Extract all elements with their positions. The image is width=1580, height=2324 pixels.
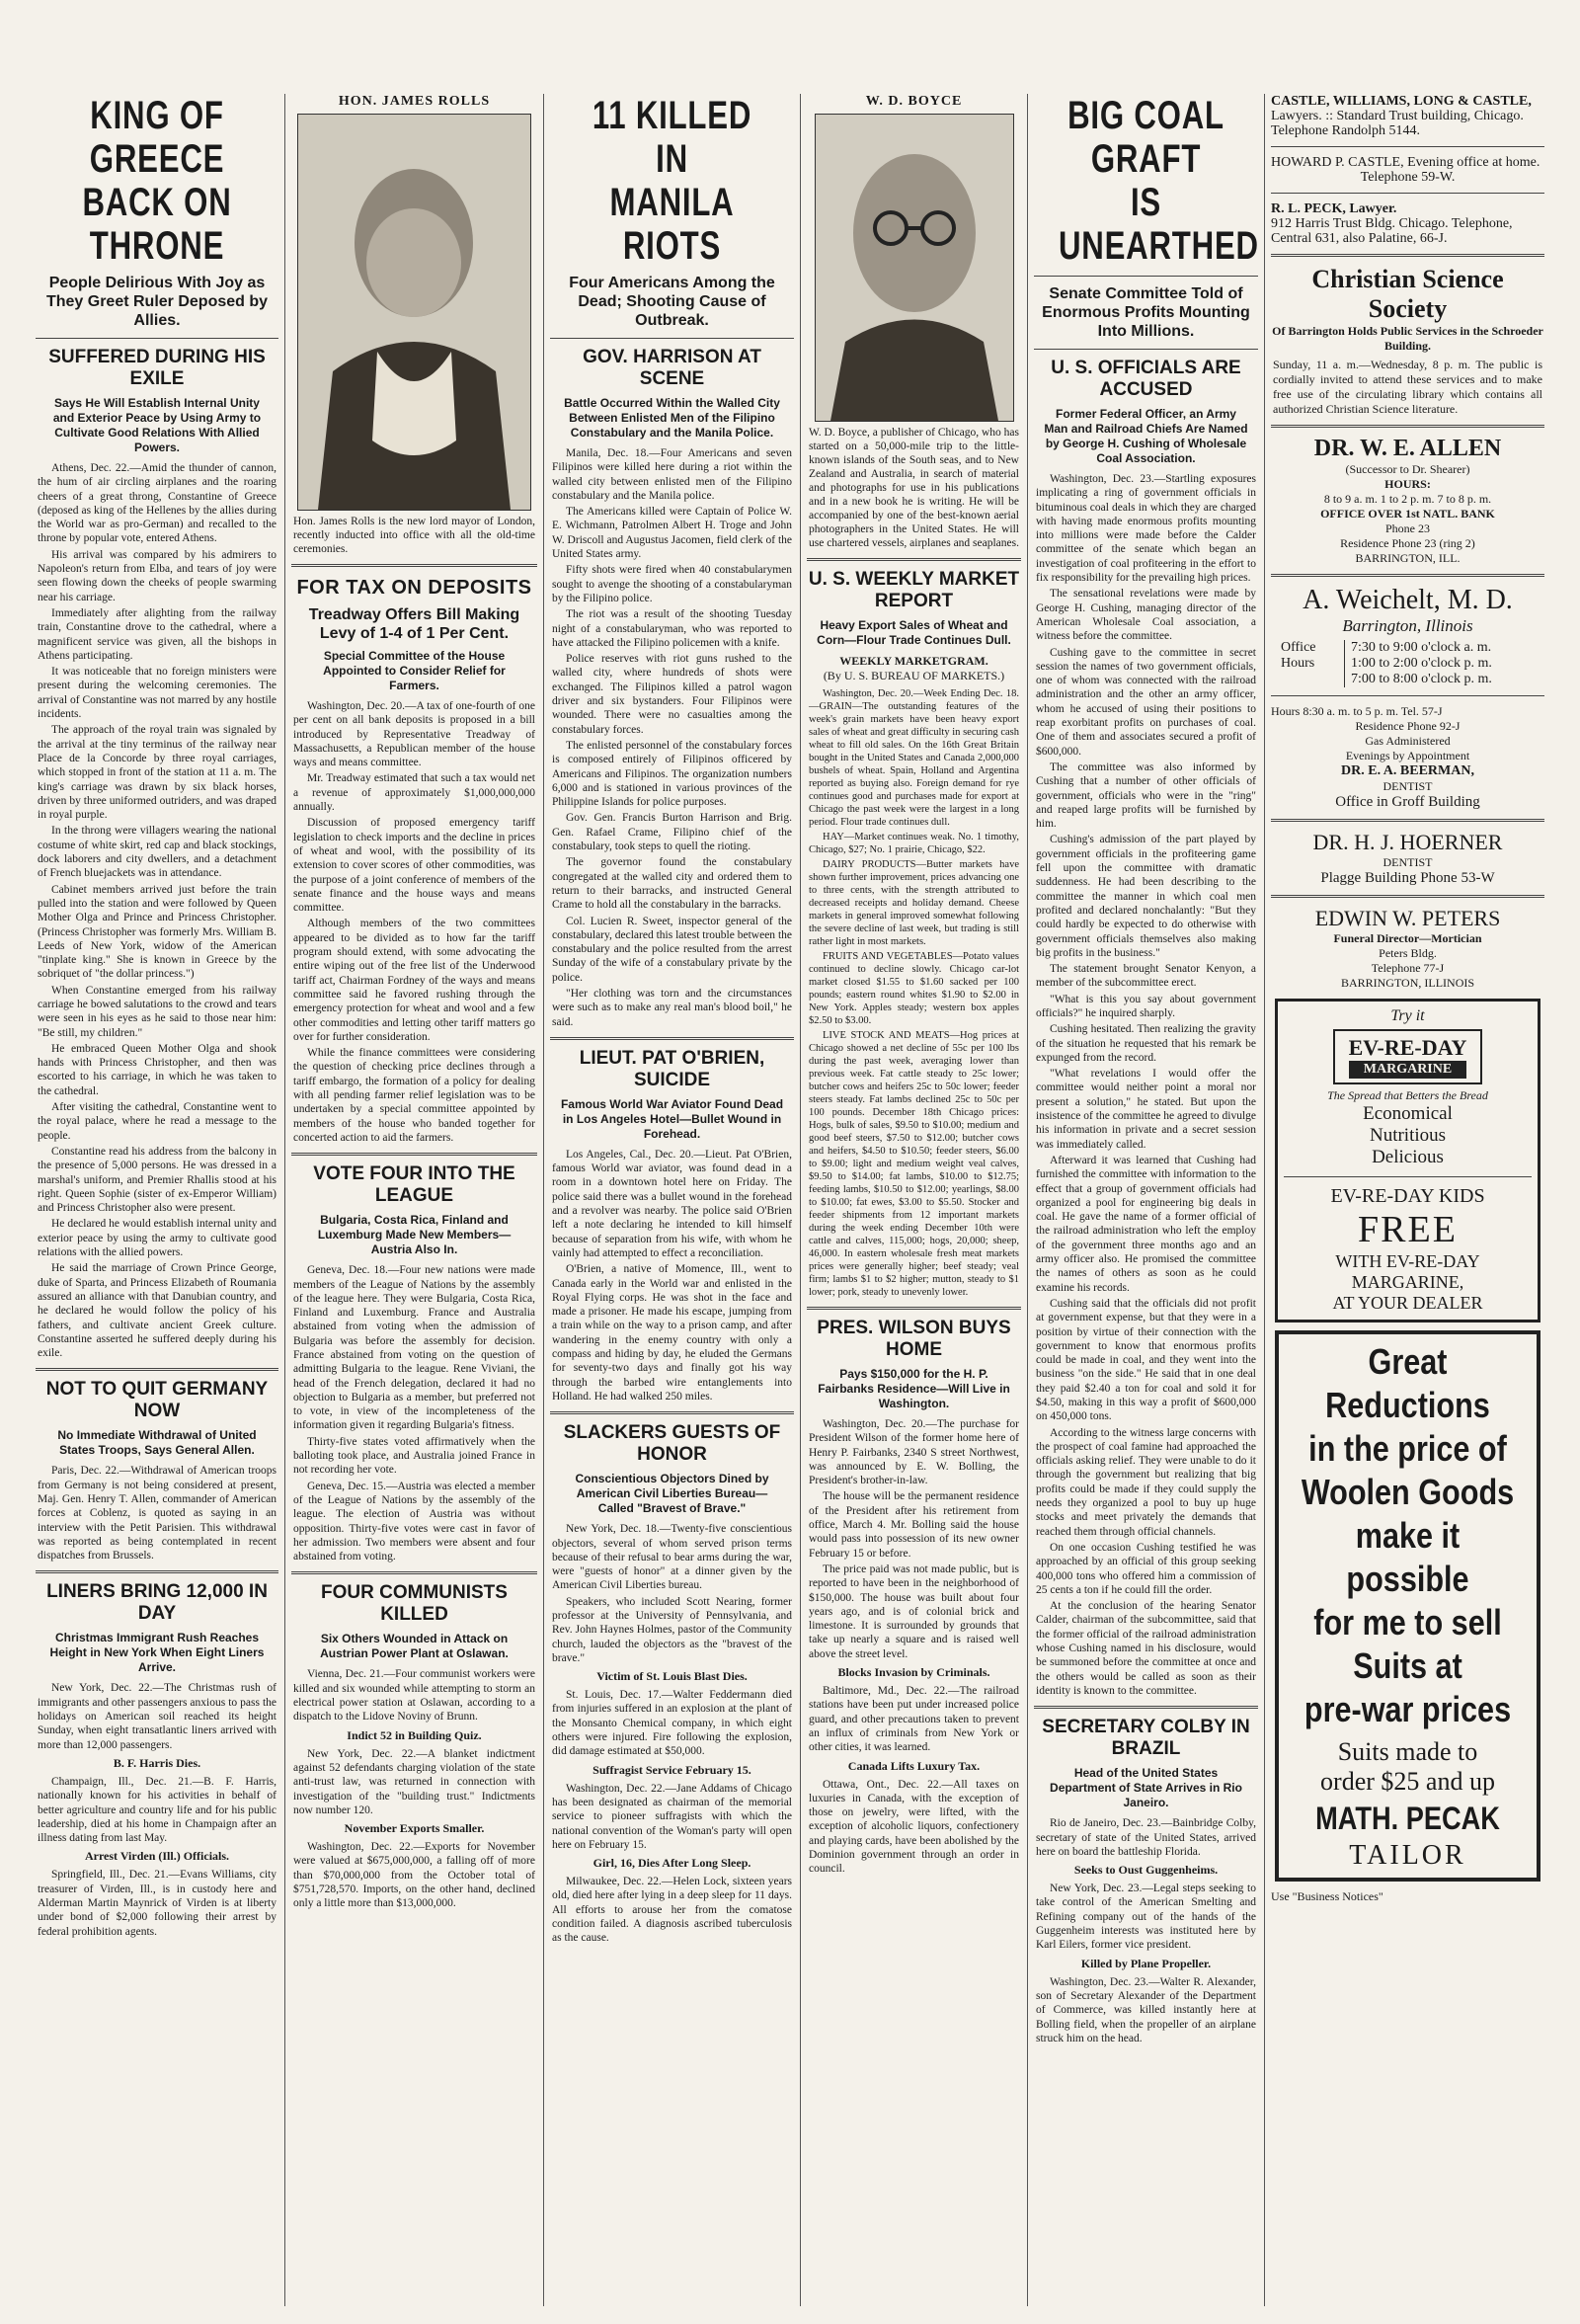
photo-caption: W. D. Boyce, a publisher of Chicago, who has started on a 50,000-mile trip to the little-known islands of the South seas, and to New Zealand and Australia, in search of material and photographs for use in his publications and in a new book he is writing. He will be accompanied by one of the best-known aerial photographers in the United States. He will use chartered vessels, airplanes and seaplanes.	[809, 427, 1019, 549]
portrait-photo	[815, 114, 1014, 422]
deck: Former Federal Officer, an Army Man and Railroad Chiefs Are Named by George H. Cushing of Wholesale Coal Association.	[1044, 407, 1248, 465]
tailor-line: pre-war prices	[1304, 1689, 1512, 1729]
dentist-gas: Gas Administered	[1365, 734, 1451, 748]
tailor-ad	[1275, 1330, 1540, 1882]
paragraph: The Americans killed were Captain of Police W. E. Wichmann, Patrolmen Albert H. Troge and John W. Driscoll and Augustus Jacomen, field clerk of the United States army.	[552, 506, 792, 561]
deck: Head of the United States Department of State Arrives in Rio Janeiro.	[1050, 1766, 1242, 1810]
headline: PRES. WILSON BUYS HOME	[817, 1318, 1011, 1360]
headline-coal-graft	[1058, 94, 1259, 268]
allen-sub: (Successor to Dr. Shearer)	[1345, 462, 1470, 476]
card-howard-castle	[1271, 155, 1544, 185]
beerman-name: DR. E. A. BEERMAN,	[1341, 763, 1474, 778]
paragraph: Ottawa, Ont., Dec. 22.—All taxes on luxuries in Canada, with the exception of those on jewelry, were lifted, with the exception of alcoholic liquors, confectionery and playing cards, have been abolished by the Dominion government through an order in council.	[809, 1778, 1019, 1876]
paragraph: Speakers, who included Scott Nearing, former professor at the University of Pennsylvania, and Rev. John Haynes Holmes, pastor of the Community church, lauded the objectors as the "bravest of the brave."	[552, 1595, 792, 1664]
paragraph: New York, Dec. 23.—Legal steps seeking to take control of the American Smelting and Refining company out of the hands of the Guggenheim interests was instituted here by Karl Eilers, former vice president.	[1036, 1883, 1256, 1952]
paragraph: Los Angeles, Cal., Dec. 20.—Lieut. Pat O'Brien, famous World war aviator, was found dead in a room in a downtown hotel here on Friday. The police said there was a bullet wound in the forehead and a revolver was nearby. The police said O'Brien left a note declaring he intended to kill himself because of separation from his wife, with whom he vainly had attempted to effect a reconciliation.	[552, 1148, 792, 1259]
allen-town: BARRINGTON, ILL.	[1355, 551, 1461, 565]
brief-title: Blocks Invasion by Criminals.	[837, 1665, 990, 1680]
paragraph: On one occasion Cushing testified he was approached by an official of this group seeking 400,000 tons who offered him a commission of 25 cents a ton if he could fill the order.	[1036, 1541, 1256, 1596]
paragraph: Immediately after alighting from the railway train, Constantine drove to the cathedral, where a magnificent service was given, all the bishops in Athens participating.	[38, 606, 276, 662]
hours-line: 7:00 to 8:00 o'clock p. m.	[1351, 672, 1492, 686]
paragraph: St. Louis, Dec. 17.—Walter Feddermann died from injuries suffered in an explosion at the plant of the Monsanto Chemical company, in which eight others were injured. Fire following the explosion, did damage estimated at $50,000.	[552, 1689, 792, 1758]
deck: Senate Committee Told of Enormous Profits Mounting Into Millions.	[1042, 285, 1250, 340]
paragraph: Cushing hesitated. Then realizing the gravity of the situation he requested that his remark be expunged from the record.	[1036, 1023, 1256, 1064]
weichelt-name: A. Weichelt, M. D.	[1303, 585, 1513, 615]
paragraph: Thirty-five states voted affirmatively when the balloting took place, and Australia joined France in not recording her vote.	[293, 1435, 535, 1477]
deck: Battle Occurred Within the Walled City Between Enlisted Men of the Filipino Constabulary and the Manila Police.	[564, 396, 780, 440]
card-body: 912 Harris Trust Bldg. Chicago. Telephone, Central 631, also Palatine, 66-J.	[1271, 216, 1513, 246]
margarine-brand: EV-RE-DAY	[1348, 1035, 1467, 1060]
paragraph: Baltimore, Md., Dec. 22.—The railroad stations have been put under increased police guard, and other precautions taken to prevent an influx of criminals from New York or other cities, it was learned.	[809, 1685, 1019, 1754]
brief-title: Victim of St. Louis Blast Dies.	[596, 1669, 748, 1684]
paragraph: Cushing gave to the committee in secret session the names of two government officials, one of whom was connected with the railroad administration and the other an army officer, whom he accused of using their positions to reap exorbitant profits on purchases of coal. One of them and associates secured a profit of $600,000.	[1036, 646, 1256, 758]
deck: Heavy Export Sales of Wheat and Corn—Flour Trade Continues Dull.	[817, 618, 1011, 647]
paragraph: Springfield, Ill., Dec. 21.—Evans Williams, city treasurer of Virden, Ill., is in custody here and Alderman Martin Maynrick of Virden is at liberty under bond of $2,000 following their arrest by federal prohibition agents.	[38, 1869, 276, 1938]
dentist-res: Residence Phone 92-J	[1355, 719, 1461, 733]
margarine-kids: EV-RE-DAY KIDS	[1330, 1185, 1485, 1207]
column-5	[1028, 94, 1264, 2306]
deck: Four Americans Among the Dead; Shooting Cause of Outbreak.	[569, 275, 775, 329]
paragraph: Manila, Dec. 18.—Four Americans and seven Filipinos were killed here during a riot within the walled city between enlisted men of the Filipino constabulary and the Manila police.	[552, 447, 792, 502]
dentist-eve: Evenings by Appointment	[1345, 749, 1470, 762]
paragraph: When Constantine emerged from his railway carriage he bowed salutations to the crowd and tears were seen in his eyes as he said to those near him: "Be still, my children."	[38, 984, 276, 1039]
deck: Treadway Offers Bill Making Levy of 1-4 of 1 Per Cent.	[308, 606, 520, 642]
paragraph: While the finance committees were considering the question of checking price declines through a tariff embargo, the formation of a policy for dealing with all pending farmer relief legislation was to be undertaken by a special committee appointed by members of the house who banded together for concerted action to aid the farmers.	[293, 1047, 535, 1144]
margarine-line: Delicious	[1372, 1147, 1444, 1167]
headline: LINERS BRING 12,000 IN DAY	[46, 1581, 268, 1625]
margarine-logo	[1333, 1029, 1483, 1084]
brief-title: Seeks to Oust Guggenheims.	[1073, 1863, 1219, 1878]
brief-title: Killed by Plane Propeller.	[1080, 1956, 1212, 1970]
headline: U. S. WEEKLY MARKET REPORT	[808, 569, 1020, 611]
headline: LIEUT. PAT O'BRIEN, SUICIDE	[579, 1047, 765, 1090]
column-3	[544, 94, 800, 2306]
paragraph: DAIRY PRODUCTS—Butter markets have shown further improvement, prices advancing one to three cents, with the strength attributed to decreased receipts and holiday demand. Cheese markets in general improved somewhat following the severe decline of last week, but trading is still rather light in most markets.	[809, 859, 1019, 947]
tailor-line: Woolen Goods	[1301, 1472, 1515, 1512]
peters-bldg: Peters Bldg.	[1379, 946, 1437, 960]
paragraph: Afterward it was learned that Cushing had furnished the committee with information to the effect that a group of government officials had organized a pool for engineering big deals in coal. He gave the name of a former official of the railroad administration who left the employ of the government three months ago and an army officer also. He promised the committee the names of others as soon as he could examine his records.	[1036, 1154, 1256, 1294]
paragraph: The statement brought Senator Kenyon, a member of the subcommittee erect.	[1036, 963, 1256, 990]
brief-title: B. F. Harris Dies.	[113, 1755, 201, 1770]
photo-byline: W. D. BOYCE	[865, 94, 963, 109]
peters-town: BARRINGTON, ILLINOIS	[1340, 976, 1475, 990]
peters-phone: Telephone 77-J	[1371, 961, 1445, 975]
card-body: Telephone 59-W.	[1360, 170, 1456, 185]
brief-title: Girl, 16, Dies After Long Sleep.	[592, 1856, 751, 1871]
paragraph: The committee was also informed by Cushing that a number of other officials of government, officials who were in the "ring" and reaped large profits will be furnished by him.	[1036, 761, 1256, 831]
paragraph: Milwaukee, Dec. 22.—Helen Lock, sixteen years old, died here after lying in a deep sleep for 11 days. All efforts to arouse her from the comatose condition failed. A diagnosis ascribed tuberculosis as the cause.	[552, 1876, 792, 1945]
paragraph: Gov. Gen. Francis Burton Harrison and Brig. Gen. Rafael Crame, Filipino chief of the constabulary, took steps to quell the rioting.	[552, 812, 792, 853]
paragraph: Washington, Dec. 22.—Jane Addams of Chicago has been designated as chairman of the memorial service to pioneer suffragists with which the national convention of the Woman's party will open here on February 15.	[552, 1782, 792, 1851]
margarine-with: WITH EV-RE-DAY	[1335, 1251, 1480, 1271]
tailor-line: in the price of	[1308, 1428, 1507, 1469]
paragraph: LIVE STOCK AND MEATS—Hog prices at Chicago showed a net decline of 55c per 100 lbs during the past week, averaging lower than previous week. Fat cattle steady to 25c lower; butcher cows and heifers 25c to 50c lower; feeder steers steady. Fat lambs declined 25c to 50c per 100 pounds. December 18th Chicago prices: Hogs, bulk of sales, $9.50 to $10.00; medium and good beef steers, $7.50 to $12.00; butcher cows and heifers, $4.50 to $10.50; feeder steers, $6.00 to $9.00; light and medium weight veal calves, $9.50 to $14.00; fat lambs, $10.00 to $12.75; feeding lambs, $10.50 to $12.00; yearlings, $8.00 to $10.00; fat ewes, $3.00 to $5.50. Stocker and feeder shipments from 12 important markets during the week ending December 10th were cattle and calves, 115,000; hogs, 20,000; sheep, 46,000. In eastern wholesale fresh meat markets prices were generally higher; beef steady; veal firm; lambs $1 to $2 higher; mutton, steady to $1 lower; pork, steady to unevenly lower.	[809, 1030, 1019, 1298]
business-notices-footer: Use "Business Notices"	[1271, 1889, 1383, 1903]
tailor-line: Suits at	[1353, 1645, 1462, 1686]
margarine-slogan: The Spread that Betters the Bread	[1327, 1088, 1488, 1102]
deck: No Immediate Withdrawal of United States Troops, Says General Allen.	[57, 1428, 257, 1458]
headline: VOTE FOUR INTO THE LEAGUE	[313, 1163, 515, 1207]
dentist-hours: Hours 8:30 a. m. to 5 p. m. Tel. 57-J	[1271, 704, 1443, 718]
subhead: GOV. HARRISON AT SCENE	[583, 347, 761, 389]
paragraph: The governor found the constabulary congregated at the walled city and ordered them to return to their barracks, and instructed General Crame to hold all the constabulary in the barracks.	[552, 856, 792, 912]
deck: Bulgaria, Costa Rica, Finland and Luxemburg Made New Members—Austria Also In.	[317, 1213, 512, 1257]
beerman-title: DENTIST	[1382, 779, 1433, 793]
deck: Christmas Immigrant Rush Reaches Height in New York When Eight Liners Arrive.	[49, 1631, 265, 1675]
paragraph: He said the marriage of Crown Prince George, duke of Sparta, and Princess Elizabeth of Roumania assured an alliance with that Danubian country, and he declared he would follow the policy of his fathers, and cultivate ancient Greek culture. Constantine asserted he suffered deeply during his exile.	[38, 1262, 276, 1360]
allen-name: DR. W. E. ALLEN	[1313, 436, 1502, 461]
hoerner-office: Plagge Building Phone 53-W	[1320, 870, 1495, 886]
tailor-name: MATH. PECAK	[1315, 1801, 1500, 1836]
paragraph: "Her clothing was torn and the circumstances were such as to make any real man's blood boil," he said.	[552, 987, 792, 1028]
headline: NOT TO QUIT GERMANY NOW	[45, 1379, 269, 1422]
card-body: Lawyers. :: Standard Trust building, Chicago. Telephone Randolph 5144.	[1271, 109, 1524, 138]
paragraph: O'Brien, a native of Momence, Ill., went to Canada early in the World war and enlisted in the Royal Flying corps. He was shot in the face and made a prisoner. He made his escape, jumping from a train while on the way to a prison camp, and after wandering in the enemy country with only a compass and hiding by day, he eluded the Germans for seventy-two days and finally got his way through the barbed wire entanglements into Holland. He had walked 250 miles.	[552, 1263, 792, 1402]
paragraph: Cushing's admission of the part played by government officials in the profiteering game fell upon the committee with dramatic suddenness. He had been describing to the committee the manner in which coal men profited and declared nonchalantly: "But they could hardly be expected to do otherwise with government officials themselves also making big profits in the business."	[1036, 834, 1256, 959]
christian-science-sub: Of Barrington Holds Public Services in the Schroeder Building.	[1272, 324, 1543, 353]
paragraph: The house will be the permanent residence of the President after his retirement from office, March 4. Mr. Bolling said the house would pass into possession of its new owner February 15 or before.	[809, 1490, 1019, 1560]
paragraph: The approach of the royal train was signaled by the arrival at the tiny terminus of the railway near Place de la Concorde by three royal carriages, which stopped in front of the station at 11 a. m. The king's carriage was drawn by six black horses, driven by three uniformed outriders, and was draped in royal purple.	[38, 724, 276, 822]
peters-name: EDWIN W. PETERS	[1314, 906, 1501, 930]
card-title: HOWARD P. CASTLE, Evening office at home.	[1271, 155, 1540, 170]
brief-title: Suffragist Service February 15.	[592, 1762, 751, 1777]
office-hours-label: Office Hours	[1281, 640, 1345, 687]
hours-line: 7:30 to 9:00 o'clock a. m.	[1351, 640, 1492, 655]
paragraph: Fifty shots were fired when 40 constabularymen sought to avenge the shooting of a constabularyman by the Filipino police.	[552, 564, 792, 604]
newspaper-page	[30, 94, 1550, 2306]
paragraph: According to the witness large concerns with the prospect of coal famine had approached the officials asking relief. They were unable to do it through the government but realizing that big profits could be made if they could supply the needs they organized a pool to buy up huge stocks and meet privately the demands that reached them through official channels.	[1036, 1426, 1256, 1538]
beerman-office: Office in Groff Building	[1335, 794, 1480, 810]
paragraph: "What is this you say about government officials?" he inquired sharply.	[1036, 993, 1256, 1019]
paragraph: Mr. Treadway estimated that such a tax would net a revenue of approximately $1,000,000,000 annually.	[293, 772, 535, 814]
paragraph: Champaign, Ill., Dec. 21.—B. F. Harris, nationally known for his activities in behalf of better agriculture and country life and for his public leadership, died at his home in Champaign after an illness dating from last May.	[38, 1775, 276, 1845]
paragraph: Discussion of proposed emergency tariff legislation to check imports and the decline in prices of wheat and wool, with the possibility of its extension to cover scores of other commodities, was the purpose of a joint conference of members of the senate finance and the house ways and means committee.	[293, 817, 535, 915]
paragraph: It was noticeable that no foreign ministers were present during the welcoming ceremonies. The arrival of Constantine was not marred by any hostile incidents.	[38, 666, 276, 721]
paragraph: Cabinet members arrived just before the train pulled into the station and were followed by Queen Mother Olga and Prince and Princess Christopher. (Princess Christopher was formerly Mrs. William B. Leeds of New York, widow of the American "tinplate king." She is known in Greece by the sobriquet of "the dollar princess.")	[38, 883, 276, 981]
margarine-product: MARGARINE	[1349, 1061, 1467, 1079]
deck: Pays $150,000 for the H. P. Fairbanks Residence—Will Live in Washington.	[818, 1367, 1010, 1410]
margarine-try: Try it	[1390, 1007, 1425, 1024]
paragraph: Police reserves with riot guns rushed to the walled city, where hundreds of shots were exchanged. The Filipinos killed a patrol wagon driver and six bystanders. Four Filipinos were wounded. There were no casualties among the constabulary forces.	[552, 653, 792, 736]
card-peck	[1271, 201, 1544, 246]
deck: Says He Will Establish Internal Unity and Exterior Peace by Using Army to Cultivate Good Relations With Allied Powers.	[52, 396, 262, 454]
headline: FOUR COMMUNISTS KILLED	[321, 1582, 508, 1626]
hoerner-title: DENTIST	[1382, 855, 1433, 869]
allen-hours: 8 to 9 a. m. 1 to 2 p. m. 7 to 8 p. m.	[1323, 492, 1492, 506]
portrait-photo	[297, 114, 531, 511]
photo-caption: Hon. James Rolls is the new lord mayor of London, recently inducted into office with all the old-time ceremonies.	[293, 516, 535, 555]
paragraph: FRUITS AND VEGETABLES—Potato values continued to decline slowly. Chicago car-lot market closed $1.55 to $1.60 sacked per 100 pounds; eastern round whites $1.90 to $2.00 in New York. Apples steady; western box apples $2.50 to $3.00.	[809, 951, 1019, 1026]
paragraph: The enlisted personnel of the constabulary forces is composed entirely of Filipinos officered by Americans and Filipinos. The organization numbers 6,000 and is stationed in various provinces of the Philippine Islands for police purposes.	[552, 739, 792, 809]
headline-line: KING OF GREECE	[89, 94, 225, 181]
paragraph: Washington, Dec. 20.—Week Ending Dec. 18.—GRAIN—The outstanding features of the week's grain markets have been heavy export sales of wheat and great difficulty in securing cash wheat to fill old sales. On the 16th Great Britain bought in the United States and Canada 2,000,000 bushels of wheat. Spain, Holland and Argentina reported as buying also. Foreign demand for rye continues good and purchases made for export at Chicago the past week were the largest in a long period. Flour trade continues dull.	[809, 688, 1019, 828]
headline-line: BIG COAL GRAFT	[1067, 94, 1224, 181]
paragraph: His arrival was compared by his admirers to Napoleon's return from Elba, and tears of joy were seen flowing down the cheeks of people swarming near his carriage.	[38, 548, 276, 603]
paragraph: Washington, Dec. 20.—The purchase for President Wilson of the former home here of Henry P. Fairbanks, 2340 S street Northwest, was announced by E. W. Bolling, the President's brother-in-law.	[809, 1418, 1019, 1487]
brief-title: November Exports Smaller.	[344, 1821, 485, 1836]
christian-science-title: Christian Science Society	[1311, 265, 1504, 323]
article-body	[38, 461, 276, 1360]
deck: Conscientious Objectors Dined by American Civil Liberties Bureau—Called "Bravest of Brave."	[575, 1472, 769, 1516]
paragraph: At the conclusion of the hearing Senator Calder, chairman of the subcommittee, said that the former official of the railroad administration whose Cushing named in his disclosure, would be summoned before the committee at once and the others would be called as soon as their identity is known to the committee.	[1036, 1600, 1256, 1697]
card-castle	[1271, 94, 1544, 138]
brief-title: Arrest Virden (Ill.) Officials.	[84, 1849, 230, 1864]
paragraph: Geneva, Dec. 18.—Four new nations were made members of the League of Nations by the assembly of the league here. They were Bulgaria, Costa Rica, Finland and Luxemburg. France and Australia abstained from voting when the admission of Bulgaria was before the assembly for decision. France abstained from voting on the question of admitting Bulgaria to the league. Rene Viviani, the head of the French delegation, declared it had no objection to Bulgaria as a member, but preferred not to vote, in view of the incompleteness of the information given it regarding Bulgaria's fitness.	[293, 1264, 535, 1432]
paragraph: Washington, Dec. 22.—Exports for November were valued at $675,000,000, a falling off of more than $70,000,000 from the October total of $751,728,570. Imports, on the other hand, declined only a little more than $13,000,000.	[293, 1841, 535, 1910]
christian-science-body: Sunday, 11 a. m.—Wednesday, 8 p. m. The public is cordially invited to attend these services and to make free use of the circulating library which contains all authorized Christian Science literature.	[1273, 358, 1542, 416]
paragraph: In the throng were villagers wearing the national costume of white skirt, red cap and black stockings, dock laborers and city dwellers, and a detachment of French bluejackets was in attendance.	[38, 825, 276, 880]
paragraph: Washington, Dec. 23.—Startling exposures implicating a ring of government officials in bituminous coal deals in which they are charged with having made enormous profits mounting into millions were made before the Calder committee of the senate which began an investigation of coal profiteering in the effort to fix responsibility for the prevailing high prices.	[1036, 473, 1256, 585]
margarine-dealer: AT YOUR DEALER	[1332, 1293, 1483, 1313]
column-2	[285, 94, 543, 2306]
paragraph: Washington, Dec. 23.—Walter R. Alexander, son of Secretary Alexander of the Department of Commerce, was killed instantly here at Bolling field, when the propeller of an airplane struck him on the head.	[1036, 1975, 1256, 2044]
market-source: (By U. S. BUREAU OF MARKETS.)	[823, 669, 1005, 682]
weichelt-hours	[1281, 640, 1535, 687]
margarine-ad	[1275, 999, 1540, 1322]
paragraph: "What revelations I would offer the committee would neither point a moral nor present a solution," he stated. But upon the insistence of the committee he agreed to divulge his information in private and a secret session was immediately called.	[1036, 1068, 1256, 1151]
margarine-line: Economical	[1363, 1103, 1453, 1124]
paragraph: He declared he would establish internal unity and exterior peace by using the army to cultivate good relations with the allied powers.	[38, 1218, 276, 1259]
paragraph: Paris, Dec. 22.—Withdrawal of American troops from Germany is not being considered at present, Maj. Gen. Henry T. Allen, commander of American forces at Coblenz, is quoted as saying in an interview with the Petit Parisien. This withdrawal was reported as being contemplated in recent dispatches from Brussels.	[38, 1465, 276, 1563]
paragraph: New York, Dec. 18.—Twenty-five conscientious objectors, several of whom served prison terms because of their refusal to bear arms during the war, were "guests of honor" at a dinner given by the American Civil Liberties bureau.	[552, 1523, 792, 1592]
paragraph: Athens, Dec. 22.—Amid the thunder of cannon, the hum of air circling airplanes and the roaring cheers of a great throng, Constantine of Greece (deposed as king of the Hellenes by the allies during the World war as pro-German) and recalled to the throne by popular vote, entered Athens.	[38, 462, 276, 545]
margarine-product2: MARGARINE,	[1351, 1272, 1464, 1292]
paragraph: Rio de Janeiro, Dec. 23.—Bainbridge Colby, secretary of state of the United States, arrived here on board the battleship Florida.	[1036, 1817, 1256, 1858]
subhead: SUFFERED DURING HIS EXILE	[48, 347, 266, 389]
tailor-line: Great Reductions	[1325, 1341, 1490, 1425]
paragraph: The riot was a result of the shooting Tuesday night of a constabularyman, who was reported to have attacked the Filipino policemen with a knife.	[552, 608, 792, 649]
headline-manila-riots	[577, 94, 767, 268]
headline-line: MANILA RIOTS	[609, 181, 735, 268]
paragraph: Col. Lucien R. Sweet, inspector general of the constabulary, declared this latest trouble between the constabulary and the police resulted from the arrest Sunday of the wife of a constabulary private by the police.	[552, 915, 792, 984]
tailor-title: TAILOR	[1349, 1840, 1466, 1871]
paragraph: Washington, Dec. 20.—A tax of one-fourth of one per cent on all bank deposits is proposed in a bill introduced by Representative Treadway of Massachusetts, a Republican member of the house ways and means committee.	[293, 700, 535, 769]
card-title: CASTLE, WILLIAMS, LONG & CASTLE,	[1271, 94, 1532, 109]
headline: FOR TAX ON DEPOSITS	[296, 577, 532, 599]
photo-byline: HON. JAMES ROLLS	[338, 94, 491, 109]
column-6-ads	[1265, 94, 1550, 2306]
tailor-line: make it possible	[1346, 1515, 1469, 1599]
paragraph: Although members of the two committees appeared to be divided as to how far the tariff program should extend, with some advocating the entire wiping out of the free list of the Underwood tariff act, Chairman Fordney of the ways and means committee said he favored rushing through the emergency protection for wheat and wool and a few other commodities and letting other tariff matters go over for further consideration.	[293, 918, 535, 1043]
paragraph: Cushing said that the officials did not profit at government expense, but that they were in a position by virtue of their connection with the government to know that enormous profits could be made in coal, and they went into the business "on the side." He said that in one deal they paid $2.40 a ton for coal and sold it for $4.50, making in this way a profit of $600,000 on 450,000 tons.	[1036, 1297, 1256, 1423]
peters-title: Funeral Director—Mortician	[1333, 931, 1482, 945]
deck: People Delirious With Joy as They Greet Ruler Deposed by Allies.	[45, 275, 269, 329]
tailor-order: order $25 and up	[1320, 1767, 1495, 1796]
allen-phone: Phone 23	[1385, 521, 1430, 535]
allen-res: Residence Phone 23 (ring 2)	[1340, 536, 1475, 550]
allen-office: OFFICE OVER 1st NATL. BANK	[1320, 507, 1495, 521]
deck: Famous World War Aviator Found Dead in Los Angeles Hotel—Bullet Wound in Forehead.	[560, 1096, 784, 1141]
paragraph: Geneva, Dec. 15.—Austria was elected a member of the League of Nations by the assembly of the league. The election of Austria was without opposition. Thirty-five votes were cast in favor of her admission. Two members were absent and four abstained from voting.	[293, 1480, 535, 1563]
paragraph: New York, Dec. 22.—A blanket indictment against 52 defendants charging violation of the state anti-trust law, was returned in connection with investigation of the "building trust." Indictments now number 120.	[293, 1747, 535, 1816]
headline-line: 11 KILLED IN	[592, 94, 752, 181]
margarine-free: FREE	[1358, 1209, 1458, 1250]
headline: SLACKERS GUESTS OF HONOR	[563, 1422, 781, 1466]
column-4	[801, 94, 1027, 2306]
column-1	[30, 94, 284, 2306]
headline-line: IS UNEARTHED	[1058, 181, 1259, 268]
subhead: U. S. OFFICIALS ARE ACCUSED	[1051, 358, 1241, 400]
margarine-line: Nutritious	[1369, 1125, 1447, 1146]
headline-line: BACK ON THRONE	[82, 181, 232, 268]
hours-line: 1:00 to 2:00 o'clock p. m.	[1351, 656, 1492, 671]
hoerner-name: DR. H. J. HOERNER	[1312, 830, 1503, 854]
paragraph: HAY—Market continues weak. No. 1 timothy, Chicago, $27; No. 1 prairie, Chicago, $22.	[809, 832, 1019, 855]
brief-title: Canada Lifts Luxury Tax.	[847, 1758, 981, 1773]
deck: Six Others Wounded in Attack on Austrian Power Plant at Oslawan.	[320, 1632, 509, 1661]
tailor-line: for me to sell	[1313, 1602, 1502, 1643]
paragraph: Constantine read his address from the balcony in the presence of 5,000 persons. He was dressed in a marshal's uniform, and Premier Rhallis stood at his right. Queen Sophie (sister of ex-Emperor William) and Princess Christopher also were present.	[38, 1145, 276, 1215]
weichelt-town: Barrington, Illinois	[1342, 616, 1473, 635]
deck: Special Committee of the House Appointed to Consider Relief for Farmers.	[323, 649, 506, 692]
card-title: R. L. PECK, Lawyer.	[1271, 201, 1397, 216]
tailor-made: Suits made to	[1337, 1737, 1478, 1766]
headline: SECRETARY COLBY IN BRAZIL	[1042, 1717, 1250, 1760]
paragraph: Vienna, Dec. 21.—Four communist workers were killed and six wounded while attempting to storm an electrical power station at Oslawan, according to a dispatch to the Lidove Noviny of Brunn.	[293, 1668, 535, 1723]
allen-hours-label: HOURS:	[1384, 477, 1431, 491]
paragraph: The sensational revelations were made by George H. Cushing, managing director of the American Wholesale Coal association, a witness before the committee.	[1036, 588, 1256, 643]
paragraph: The price paid was not made public, but is reported to have been in the neighborhood of $150,000. The house was built about four years ago, and is of colonial brick and limestone. It is surrounded by grounds that take up nearly a square and is raised well above the street level.	[809, 1563, 1019, 1660]
headline-king-of-greece	[62, 94, 252, 268]
paragraph: After visiting the cathedral, Constantine went to the royal palace, where he read a message to the people.	[38, 1101, 276, 1142]
paragraph: He embraced Queen Mother Olga and shook hands with Princess Christopher, and then was escorted to his carriage, in which he was taken to the cathedral.	[38, 1042, 276, 1097]
market-title: WEEKLY MARKETGRAM.	[839, 654, 988, 668]
paragraph: New York, Dec. 22.—The Christmas rush of immigrants and other passengers anxious to pass the holidays on American soil reached its height Sunday, when eight transatlantic liners arrived with more than 12,000 passengers.	[38, 1682, 276, 1751]
brief-title: Indict 52 in Building Quiz.	[347, 1727, 482, 1742]
